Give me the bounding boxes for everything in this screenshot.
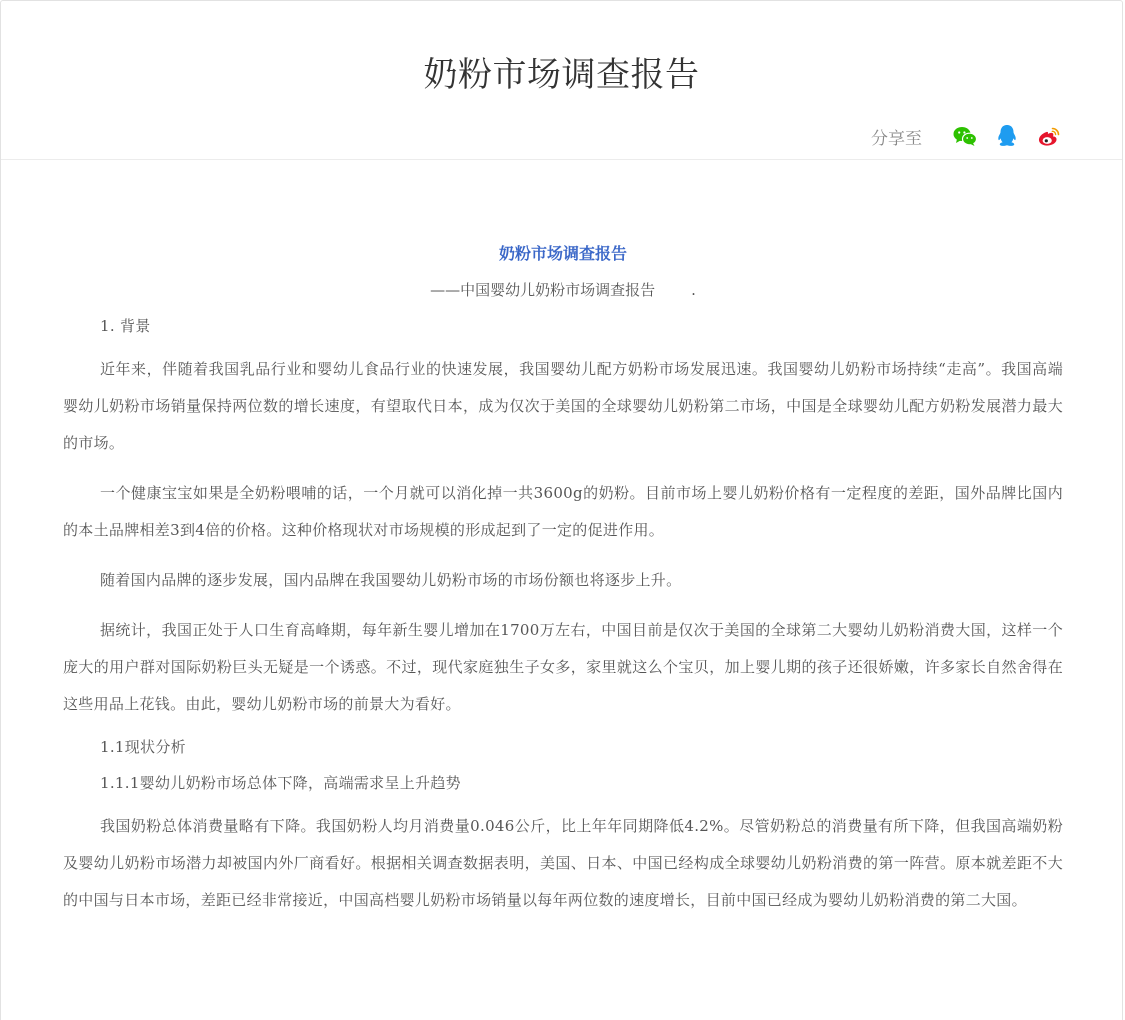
paragraph: 我国奶粉总体消费量略有下降。我国奶粉人均月消费量0.046公斤，比上年年同期降低4.2%。尽管奶粉总的消费量有所下降，但我国高端奶粉及婴幼儿奶粉市场潜力却被国内外厂商看好。根据相关调查数据表明，美国、日本、中国已经构成全球婴幼儿奶粉消费的第一阵营。原本就差距不大的中国与日本市场，差距已经非常接近，中国高档婴儿奶粉市场销量以每年两位数的速度增长，目前中国已经成为婴幼儿奶粉消费的第二大国。 <box>63 817 1063 909</box>
paragraph: 随着国内品牌的逐步发展，国内品牌在我国婴幼儿奶粉市场的市场份额也将逐步上升。 <box>100 571 682 589</box>
subsection-heading: 1.1.1婴幼儿奶粉市场总体下降，高端需求呈上升趋势 <box>100 774 461 792</box>
paragraph: 近年来，伴随着我国乳品行业和婴幼儿食品行业的快速发展，我国婴幼儿配方奶粉市场发展迅速。我国婴幼儿奶粉市场持续“走高”。我国高端婴幼儿奶粉市场销量保持两位数的增长速度，有望取代日本，成为仅次于美国的全球婴幼儿奶粉第二市场，中国是全球婴幼儿配方奶粉发展潜力最大的市场。 <box>63 360 1063 452</box>
weibo-icon[interactable] <box>1036 123 1062 149</box>
article-subtitle <box>63 279 1063 301</box>
article-content <box>63 243 1063 932</box>
page-header <box>1 1 1122 160</box>
share-bar <box>871 121 1062 151</box>
subtitle-tail: . <box>691 281 696 299</box>
section-heading-status: 1.1现状分析 <box>100 738 186 756</box>
section-heading-background: 1. 背景 <box>100 317 151 335</box>
wechat-icon[interactable] <box>952 123 978 149</box>
share-label: 分享至 <box>871 128 922 149</box>
paragraph: 据统计，我国正处于人口生育高峰期，每年新生婴儿增加在1700万左右，中国目前是仅次于美国的全球第二大婴幼儿奶粉消费大国，这样一个庞大的用户群对国际奶粉巨头无疑是一个诱惑。不过，现代家庭独生子女多，家里就这么个宝贝，加上婴儿期的孩子还很娇嫩，许多家长自然舍得在这些用品上花钱。由此，婴幼儿奶粉市场的前景大为看好。 <box>63 621 1063 713</box>
article-title: 奶粉市场调查报告 <box>498 244 627 263</box>
paragraph: 一个健康宝宝如果是全奶粉喂哺的话，一个月就可以消化掉一共3600g的奶粉。目前市场上婴儿奶粉价格有一定程度的差距，国外品牌比国内的本土品牌相差3到4倍的价格。这种价格现状对市场规模的形成起到了一定的促进作用。 <box>63 484 1063 539</box>
qq-icon[interactable] <box>994 123 1020 149</box>
page-title: 奶粉市场调查报告 <box>423 55 700 95</box>
subtitle-text: ——中国婴幼儿奶粉市场调查报告 <box>430 281 656 299</box>
